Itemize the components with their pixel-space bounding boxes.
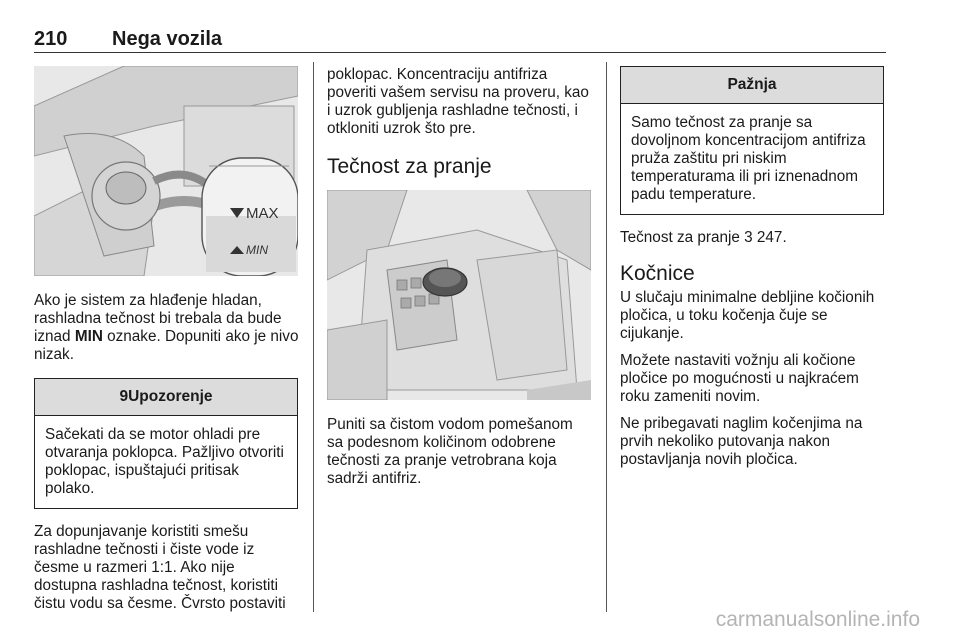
brakes-text-1: U slučaju minimalne debljine kočionih pločica, u toku kočenja čuje se cijukanje. xyxy=(620,289,875,342)
brakes-text-3: Ne pribegavati naglim kočenjima na prvih nekoliko putovanja nakon postavljanja novih pločica. xyxy=(620,415,863,468)
header-divider xyxy=(34,52,886,53)
page-ref-icon: 3 xyxy=(744,229,753,246)
coolant-reservoir-image xyxy=(34,66,298,276)
warning-title: Upozorenje xyxy=(128,388,213,405)
coolant-level-text xyxy=(34,292,300,364)
notice-box xyxy=(620,66,884,215)
column-divider-left xyxy=(313,62,314,612)
warning-icon: 9 xyxy=(119,388,129,405)
column-divider-right xyxy=(606,62,607,612)
column-2 xyxy=(327,66,592,497)
warning-header xyxy=(35,379,297,416)
text-segment: oznake. Dopuniti ako je nivo nizak. xyxy=(34,328,299,363)
text-segment: 247. xyxy=(752,229,787,246)
text-segment: Ako je sistem za hlađenje hladan, rashladna tečnost bi trebala da bude iznad xyxy=(34,292,282,345)
page-number: 210 xyxy=(34,28,68,50)
notice-text: Samo tečnost za pranje sa dovoljnom koncentracijom antifriza pruža zaštitu pri niskim temperaturama ili pri iznenadnom padu temperature. xyxy=(631,114,866,203)
notice-header: Pažnja xyxy=(621,67,883,104)
brakes-text-2: Možete nastaviti vožnju ali kočione pločice po mogućnosti u najkraćem roku zameniti novim. xyxy=(620,352,859,405)
coolant-mix-text: Za dopunjavanje koristiti smešu rashladne tečnosti i čiste vode iz česme u razmeri 1:1. Ako nije dostupna rashladna tečnost, koristiti čistu vodu sa česme. Čvrsto postaviti xyxy=(34,523,286,612)
watermark: carmanualsonline.info xyxy=(715,608,920,631)
brakes-heading: Kočnice xyxy=(620,262,695,285)
coolant-concentration-text: poklopac. Koncentraciju antifriza poveriti vašem servisu na proveru, kao i uzrok gubljenja rashladne tečnosti, i otkloniti uzrok što pre. xyxy=(327,66,589,137)
washer-fluid-heading: Tečnost za pranje xyxy=(327,155,492,178)
washer-fluid-text: Puniti sa čistom vodom pomešanom sa podesnom količinom odobrene tečnosti za pranje vetrobrana koja sadrži antifriz. xyxy=(327,416,573,487)
column-3 xyxy=(620,66,886,478)
max-label: MAX xyxy=(246,205,279,222)
column-1 xyxy=(34,66,300,622)
warning-text: Sačekati da se motor ohladi pre otvaranja poklopca. Pažljivo otvoriti poklopac, ispuštajući pritisak polako. xyxy=(45,426,284,497)
page-title: Nega vozila xyxy=(112,28,223,50)
washer-fluid-reference xyxy=(620,229,886,247)
min-bold: MIN xyxy=(74,328,103,345)
warning-box xyxy=(34,378,298,509)
washer-reservoir-image xyxy=(327,190,591,400)
min-label: MIN xyxy=(246,243,268,257)
text-segment: Tečnost za pranje xyxy=(620,229,745,246)
